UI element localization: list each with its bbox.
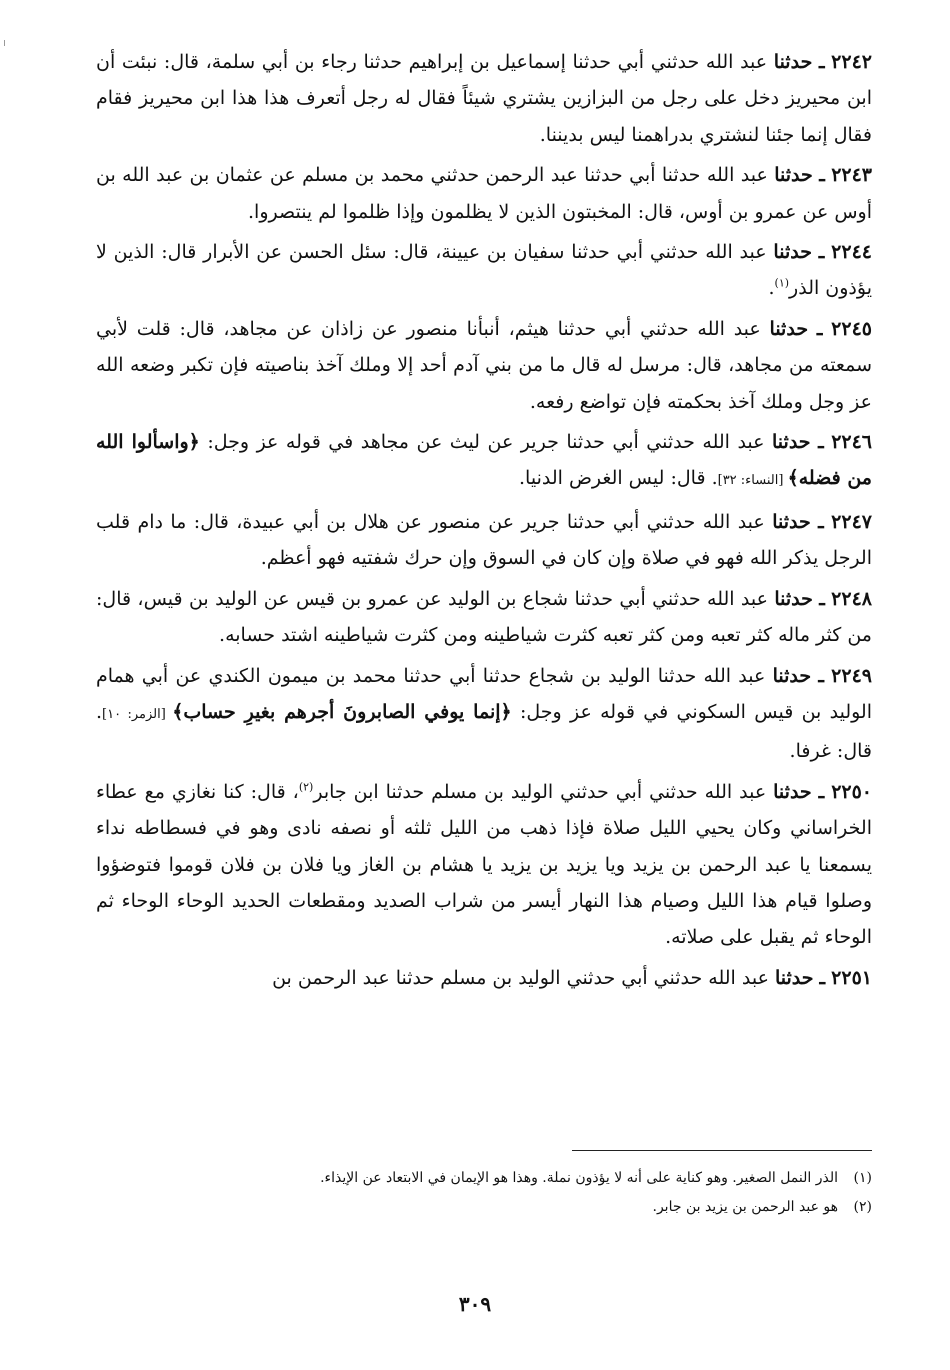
number-dash: ـ bbox=[818, 431, 824, 454]
hadith-text: عبد الله حدثني أبي حدثني الوليد بن مسلم حدثنا عبد الرحمن بن bbox=[272, 966, 775, 989]
footnote-text: هو عبد الرحمن بن يزيد بن جابر. bbox=[652, 1199, 838, 1215]
hadith-2244 bbox=[96, 234, 872, 307]
hadith-lead-word: حدثنا bbox=[772, 431, 811, 454]
hadith-lead-word: حدثنا bbox=[774, 966, 814, 989]
hadith-lead-word: حدثنا bbox=[774, 587, 813, 610]
quran-verse: ﴿واسألوا الله من فضله﴾ bbox=[96, 431, 872, 490]
hadith-lead-word: حدثنا bbox=[769, 317, 809, 340]
hadith-number: ٢٢٤٦ bbox=[831, 431, 873, 454]
hadith-text-tail: ، قال: كنا نغازي مع عطاء الخراساني وكان يحيي الليل صلاة فإذا ذهب من الليل ثلثه أو نصفه نادى وهو في فسطاطه نداء يسمعنا يا عبد الرحمن بن يزيد ويا يزيد بن يزيد يا هشام بن الغاز ويا فلان بن فلان قوموا فتوضؤوا وصلوا قيام هذا الليل وصيام هذا النهار أيسر من شراب الصديد ومقطعات الحديد الوحاء الوحاء ثم الوحاء ثم يقبل على صلاته. bbox=[96, 780, 872, 949]
hadith-number: ٢٢٤٤ bbox=[831, 241, 872, 264]
footnote-number: (٢) bbox=[853, 1199, 872, 1215]
hadith-lead-word: حدثنا bbox=[773, 241, 812, 264]
hadith-number: ٢٢٤٩ bbox=[831, 664, 872, 687]
hadith-number: ٢٢٤٥ bbox=[831, 317, 872, 340]
number-dash: ـ bbox=[819, 164, 825, 187]
hadith-text: عبد الله حدثنا الوليد بن شجاع حدثنا أبي حدثنا محمد بن ميمون الكندي عن أبي همام الوليد بن قيس السكوني في قوله عز وجل: bbox=[96, 664, 872, 723]
number-dash: ـ bbox=[818, 664, 824, 687]
hadith-2246 bbox=[96, 424, 872, 500]
hadith-text: عبد الله حدثني أبي حدثنا إسماعيل بن إبراهيم حدثنا رجاء بن أبي سلمة، قال: نبئت أن ابن محيريز دخل على رجل من البزازين يشتري شيئاً فقال له رجل أتعرف هذا هذا ابن محيريز فقام فقال إنما جئنا لنشتري بدراهمنا ليس بديننا. bbox=[96, 51, 872, 146]
footnote-2 bbox=[96, 1193, 872, 1222]
hadith-text: عبد الله حدثني أبي حدثنا شجاع بن الوليد عن عمرو بن قيس عن الوليد بن قيس، قال: من كثر ماله كثر تعبه ومن كثر تعبه كثرت شياطينه ومن كثرت شياطينه اشتد حسابه. bbox=[96, 587, 872, 647]
hadith-2250 bbox=[96, 774, 872, 956]
footnote-separator bbox=[572, 1150, 872, 1151]
hadith-2247 bbox=[96, 504, 872, 577]
margin-mark bbox=[4, 40, 5, 46]
hadith-2248 bbox=[96, 581, 872, 654]
verse-reference: [الزمر: ١٠] bbox=[102, 706, 173, 722]
footnote-marker: (١) bbox=[774, 277, 790, 291]
hadith-text: عبد الله حدثني أبي حدثنا جرير عن ليث عن مجاهد في قوله عز وجل: bbox=[199, 431, 773, 454]
hadith-text: عبد الله حدثنا أبي حدثنا عبد الرحمن حدثني محمد بن مسلم عن عثمان بن عبد الله بن أوس عن عمرو بن أوس، قال: المخبتون الذين لا يظلمون وإذا ظلموا لم ينتصروا. bbox=[96, 164, 872, 223]
footnotes bbox=[96, 1164, 872, 1222]
hadith-text-tail: . قال: غرفا. bbox=[96, 700, 872, 763]
hadith-number: ٢٢٤٨ bbox=[831, 587, 872, 610]
page-number: ٣٠٩ bbox=[458, 1292, 492, 1316]
hadith-number: ٢٢٤٢ bbox=[831, 51, 872, 73]
hadith-text-tail: . قال: ليس الغرض الدنيا. bbox=[519, 467, 718, 490]
hadith-lead-word: حدثنا bbox=[773, 780, 812, 803]
verse-reference: [النساء: ٣٢] bbox=[717, 473, 788, 489]
hadith-text: عبد الله حدثني أبي حدثني الوليد بن مسلم حدثنا ابن جابر bbox=[313, 780, 774, 803]
hadith-number: ٢٢٥١ bbox=[831, 966, 872, 989]
hadith-number: ٢٢٤٣ bbox=[831, 164, 873, 187]
hadith-text-body bbox=[96, 44, 872, 1000]
footnote-1 bbox=[96, 1164, 872, 1193]
footnote-text: الذر النمل الصغير. وهو كناية على أنه لا يؤذون نملة. وهذا هو الإيمان في الابتعاد عن الإيذاء. bbox=[320, 1170, 838, 1186]
footnote-number: (١) bbox=[853, 1170, 872, 1186]
hadith-number: ٢٢٥٠ bbox=[831, 780, 873, 803]
number-dash: ـ bbox=[818, 780, 825, 803]
number-dash: ـ bbox=[816, 317, 823, 340]
quran-verse: ﴿إنما يوفي الصابرونَ أجرهم بغيرِ حساب﴾ bbox=[172, 700, 512, 723]
hadith-2245 bbox=[96, 311, 872, 420]
number-dash: ـ bbox=[818, 510, 824, 533]
hadith-lead-word: حدثنا bbox=[772, 510, 811, 533]
hadith-2251 bbox=[96, 960, 872, 996]
hadith-lead-word: حدثنا bbox=[772, 664, 812, 687]
hadith-2242 bbox=[96, 44, 872, 153]
hadith-lead-word: حدثنا bbox=[774, 164, 813, 187]
number-dash: ـ bbox=[819, 966, 826, 989]
hadith-text: عبد الله حدثني أبي حدثنا جرير عن منصور عن هلال بن أبي عبيدة، قال: ما دام قلب الرجل يذكر الله فهو في صلاة وإن كان في السوق وإن حرك شفتيه فهو أعظم. bbox=[96, 510, 872, 570]
hadith-number: ٢٢٤٧ bbox=[831, 510, 872, 533]
hadith-text-tail: . bbox=[768, 277, 775, 300]
number-dash: ـ bbox=[818, 241, 825, 264]
hadith-2243 bbox=[96, 157, 872, 230]
hadith-2249 bbox=[96, 658, 872, 770]
footnote-marker: (٢) bbox=[298, 780, 314, 794]
number-dash: ـ bbox=[819, 587, 825, 610]
number-dash: ـ bbox=[818, 51, 825, 73]
hadith-text: عبد الله حدثني أبي حدثنا هيثم، أنبأنا منصور عن زاذان عن مجاهد، قال: قلت لأبي سمعته من مجاهد، قال: مرسل له قال ما من بني آدم أحد إلا وملك آخذ بناصيته فإن تكبر وضعه الله عز وجل وملك آخذ بحكمته فإن تواضع رفعه. bbox=[96, 317, 872, 413]
hadith-text: عبد الله حدثني أبي حدثنا سفيان بن عيينة، قال: سئل الحسن عن الأبرار قال: الذين لا يؤذون الذر bbox=[96, 241, 872, 300]
hadith-lead-word: حدثنا bbox=[773, 51, 813, 73]
